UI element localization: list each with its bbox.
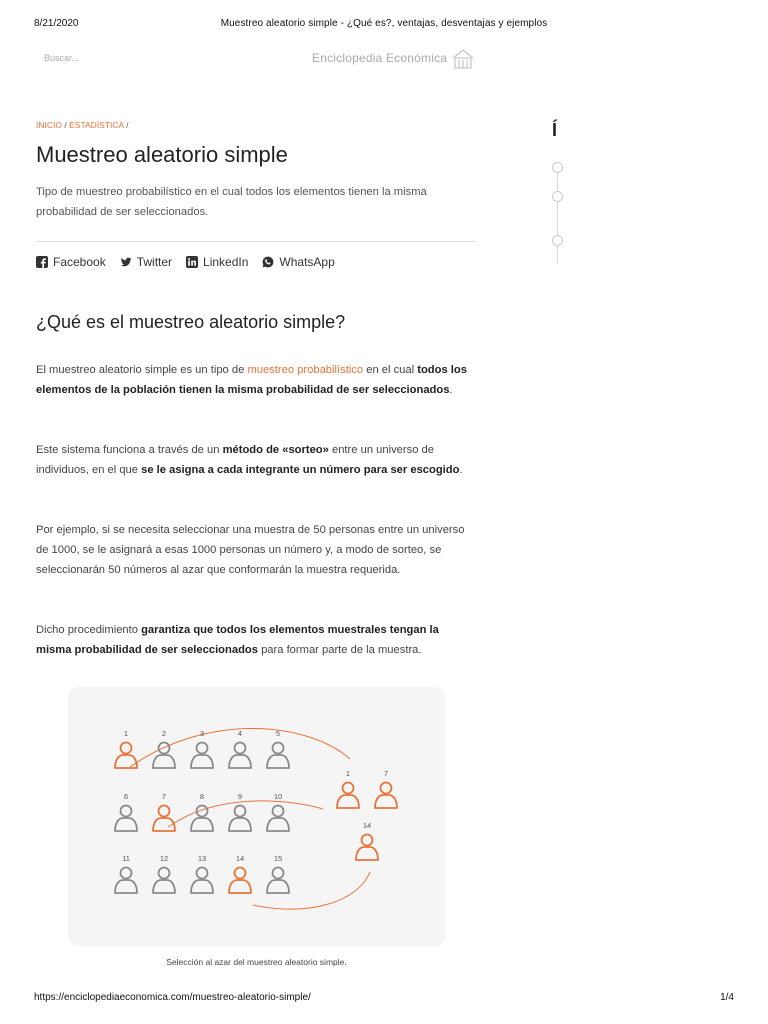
- facebook-icon: [36, 256, 48, 268]
- figure-caption: Selección al azar del muestreo aleatorio simple.: [166, 957, 347, 967]
- breadcrumb-separator: /: [126, 120, 129, 130]
- search-input[interactable]: [34, 49, 154, 67]
- share-twitter[interactable]: [120, 253, 172, 271]
- linkedin-icon: [186, 256, 198, 268]
- section-title: ¿Qué es el muestreo aleatorio simple?: [36, 312, 346, 332]
- person-icon: [115, 792, 137, 831]
- sample-person-icon: [375, 769, 397, 808]
- share-bar: [36, 253, 335, 271]
- divider: [36, 241, 476, 242]
- sampling-illustration: [68, 687, 445, 946]
- toc-title: Í: [552, 120, 558, 140]
- person-number: 3: [199, 729, 205, 738]
- selection-arc: [253, 872, 370, 909]
- person-icon: [191, 729, 213, 768]
- person-number: 14: [362, 821, 372, 830]
- person-icon: [153, 854, 175, 893]
- text: en el cual: [363, 364, 418, 376]
- print-title: Muestreo aleatorio simple - ¿Qué es?, ventajas, desventajas y ejemplos: [220, 18, 548, 29]
- toc-dot[interactable]: [552, 235, 563, 246]
- breadcrumb-home[interactable]: INICIO: [36, 120, 62, 130]
- whatsapp-icon: [262, 256, 274, 268]
- bold-text: garantiza que todos los elementos muestrales tengan la misma probabilidad de ser seleccionados: [36, 624, 439, 656]
- person-number: 1: [345, 769, 351, 778]
- person-icon: [115, 854, 137, 893]
- person-icon: [267, 729, 289, 768]
- page-subtitle: Tipo de muestreo probabilístico en el cual todos los elementos tienen la misma probabilidad de ser seleccionados.: [36, 186, 427, 218]
- logo-building-icon[interactable]: [451, 48, 475, 70]
- person-number: 13: [197, 854, 207, 863]
- bold-text: método de «sorteo»: [222, 444, 329, 456]
- person-number: 11: [122, 854, 130, 863]
- paragraph-1: [36, 360, 476, 400]
- person-icon: [267, 854, 289, 893]
- person-icon: [229, 792, 251, 831]
- search-box[interactable]: [34, 48, 154, 70]
- person-number: 7: [383, 769, 389, 778]
- print-page-count: 1/4: [720, 992, 734, 1003]
- print-url: https://enciclopediaeconomica.com/muestreo-aleatorio-simple/: [34, 992, 311, 1003]
- person-number: 2: [161, 729, 167, 738]
- text: Este sistema funciona a través de un: [36, 444, 223, 456]
- breadcrumb: [36, 120, 129, 130]
- toc-dot[interactable]: [552, 162, 563, 173]
- share-label: WhatsApp: [279, 255, 335, 269]
- person-number: 6: [123, 792, 129, 801]
- breadcrumb-category[interactable]: ESTADÍSTICA: [69, 120, 124, 130]
- paragraph-2: [36, 440, 476, 480]
- text: .: [459, 464, 463, 476]
- print-date: 8/21/2020: [34, 18, 79, 29]
- person-number: 12: [159, 854, 169, 863]
- print-header: [34, 18, 734, 32]
- page-title: Muestreo aleatorio simple: [36, 142, 288, 167]
- selected-person-icon: [229, 854, 251, 893]
- text: .: [449, 384, 453, 396]
- person-icon: [267, 792, 289, 831]
- paragraph-4: [36, 620, 476, 660]
- person-number: 1: [123, 729, 129, 738]
- person-number: 9: [237, 792, 243, 801]
- share-whatsapp[interactable]: [262, 253, 334, 271]
- paragraph-3: Por ejemplo, si se necesita seleccionar una muestra de 50 personas entre un universo de 1000, se le asignará a esas 1000 personas un número y, a modo de sorteo, se seleccionarán 50 números al azar que conformarán la muestra requerida.: [36, 524, 465, 576]
- person-number: 4: [237, 729, 243, 738]
- person-number: 7: [161, 792, 167, 801]
- bold-text: todos los elementos de la población tienen la misma probabilidad de ser seleccionados: [36, 364, 467, 396]
- print-footer: [34, 992, 734, 1006]
- text: para formar parte de la muestra.: [257, 644, 422, 656]
- person-number: 15: [273, 854, 283, 863]
- breadcrumb-separator: /: [64, 120, 67, 130]
- sample-person-icon: [356, 821, 378, 860]
- sample-person-icon: [337, 769, 359, 808]
- person-number: 8: [199, 792, 205, 801]
- person-number: 5: [275, 729, 281, 738]
- sampling-diagram: [68, 687, 445, 946]
- text: El muestreo aleatorio simple es un tipo de: [36, 364, 248, 376]
- selected-person-icon: [115, 729, 137, 768]
- toc-dot[interactable]: [552, 191, 563, 202]
- toc-line: [557, 163, 558, 263]
- person-icon: [153, 729, 175, 768]
- bold-text: se le asigna a cada integrante un número para ser escogido: [141, 464, 460, 476]
- person-number: 10: [273, 792, 283, 801]
- share-facebook[interactable]: [36, 253, 106, 271]
- person-icon: [191, 792, 213, 831]
- share-label: Twitter: [136, 255, 173, 269]
- person-icon: [229, 729, 251, 768]
- share-linkedin[interactable]: [186, 253, 248, 271]
- person-icon: [191, 854, 213, 893]
- share-label: LinkedIn: [203, 255, 249, 269]
- share-label: Facebook: [53, 255, 106, 269]
- person-number: 14: [235, 854, 245, 863]
- site-logo-text[interactable]: Enciclopedia Económica: [312, 51, 448, 65]
- twitter-icon: [120, 256, 132, 268]
- text: entre un universo de individuos, en el que: [36, 444, 434, 476]
- selected-person-icon: [153, 792, 175, 831]
- text: Dicho procedimiento: [36, 624, 142, 636]
- link-muestreo-probabilistico[interactable]: muestreo probabilístico: [247, 364, 364, 376]
